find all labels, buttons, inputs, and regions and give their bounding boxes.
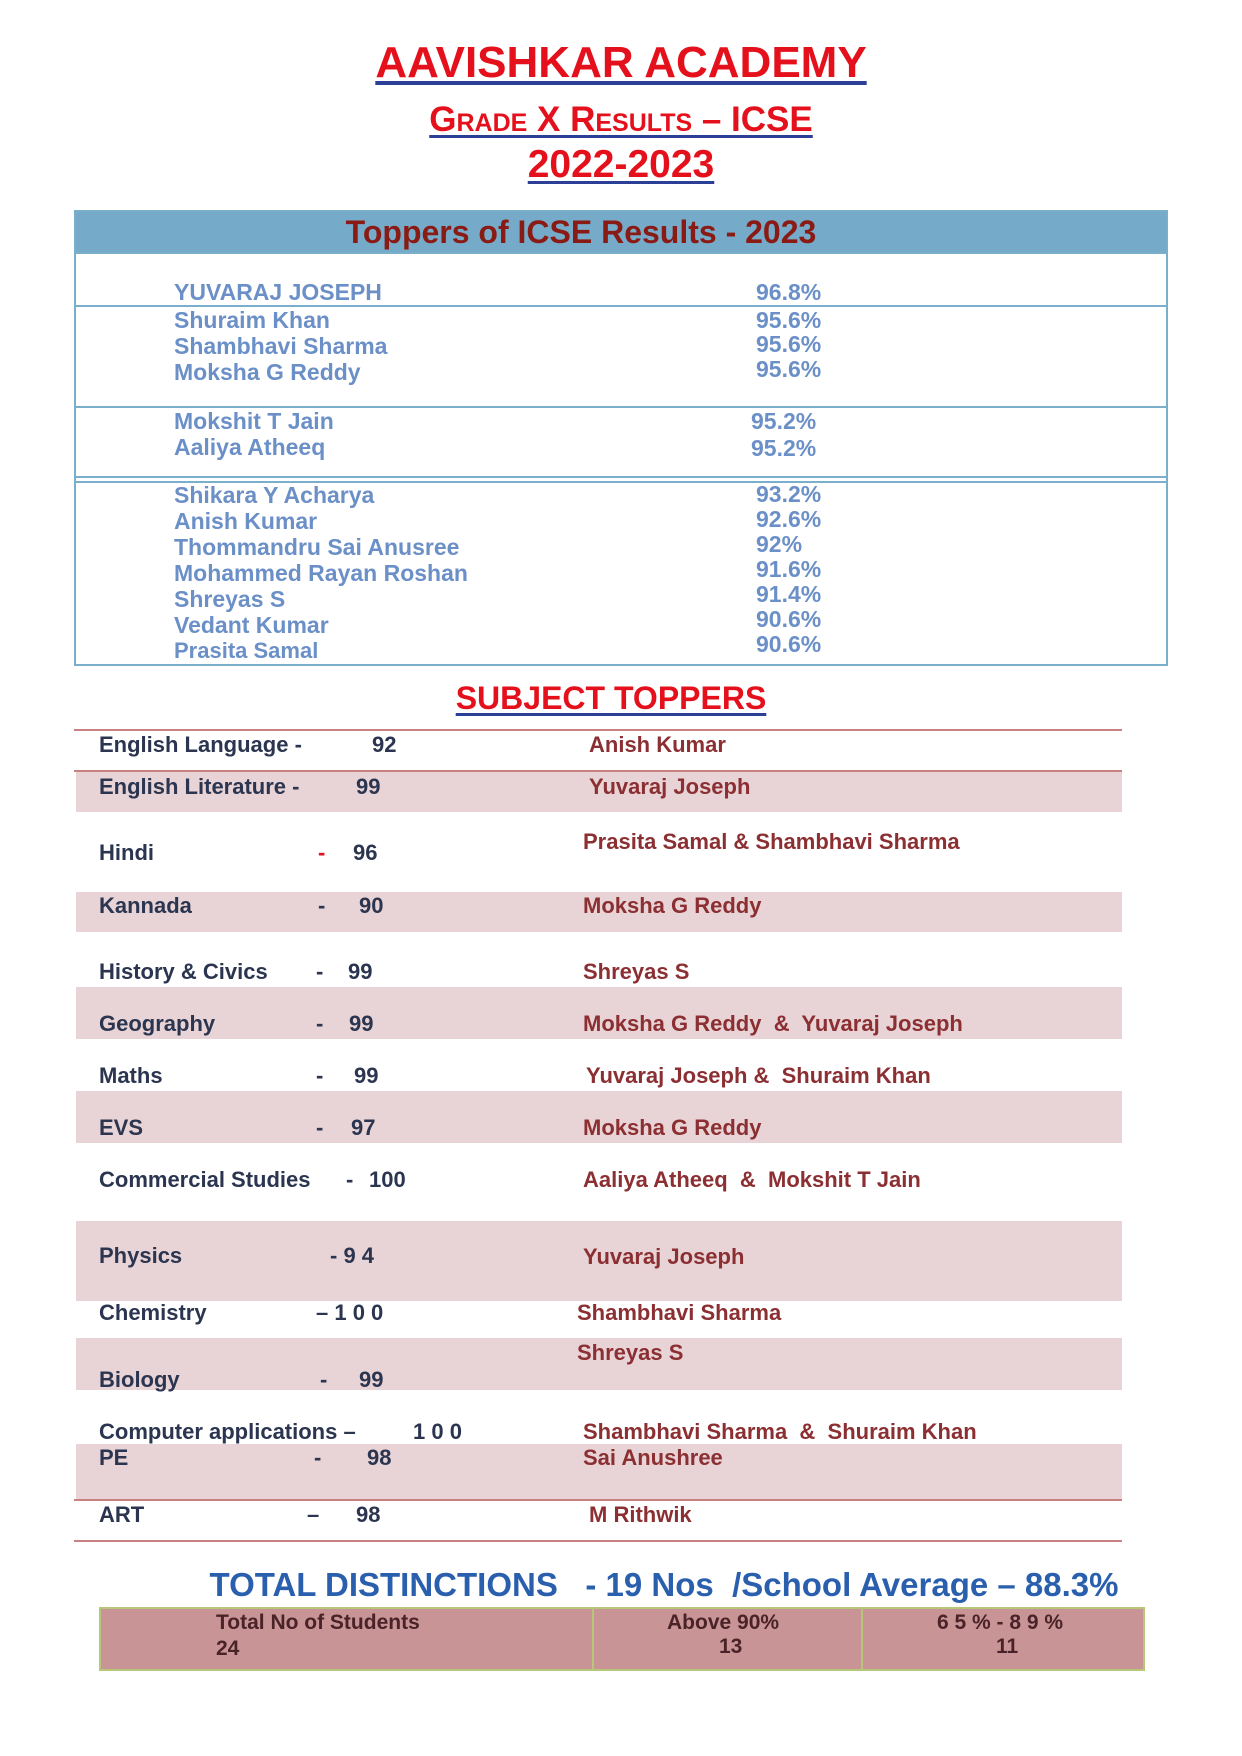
- divider: [76, 252, 1166, 254]
- subject-topper-names: Prasita Samal & Shambhavi Sharma: [583, 829, 960, 854]
- topper-percentage: 95.6%: [756, 356, 822, 382]
- subject-score: 1 0 0: [413, 1419, 462, 1444]
- topper-percentage: 90.6%: [756, 631, 822, 657]
- subject-dash: -: [314, 1445, 322, 1470]
- total-students-label: Total No of Students: [216, 1611, 420, 1634]
- academic-year: 2022-2023: [527, 143, 715, 186]
- divider: [74, 1499, 1122, 1501]
- distinctions-summary: TOTAL DISTINCTIONS - 19 Nos /School Average – 88.3%: [209, 1566, 1119, 1603]
- subject-score: 99: [348, 959, 373, 984]
- subject-label: Hindi: [99, 840, 154, 865]
- subject-score: 99: [356, 774, 381, 799]
- topper-percentage: 91.4%: [756, 581, 822, 607]
- subject-dash: -: [320, 1367, 328, 1392]
- subject-score: – 1 0 0: [316, 1300, 384, 1325]
- divider: [74, 1540, 1122, 1542]
- subject-score: 90: [359, 893, 384, 918]
- subject-label: ART: [99, 1502, 145, 1527]
- topper-percentage: 92%: [756, 531, 803, 557]
- school-title: AAVISHKAR ACADEMY: [375, 38, 867, 87]
- topper-name: Prasita Samal: [174, 638, 319, 663]
- subject-dash: -: [318, 840, 326, 865]
- topper-name: Mohammed Rayan Roshan: [174, 560, 468, 586]
- topper-name: Thommandru Sai Anusree: [174, 534, 460, 560]
- above90-label: Above 90%: [667, 1611, 780, 1634]
- subject-topper-names: Yuvaraj Joseph: [589, 774, 751, 799]
- topper-name: Shambhavi Sharma: [174, 333, 388, 359]
- subject-label: Maths: [99, 1063, 163, 1088]
- topper-name: YUVARAJ JOSEPH: [174, 279, 382, 305]
- total-students-value: 24: [216, 1637, 240, 1660]
- range-label: 6 5 % - 8 9 %: [937, 1611, 1064, 1634]
- subject-dash: -: [316, 1115, 324, 1140]
- topper-name: Mokshit T Jain: [174, 408, 334, 434]
- topper-percentage: 90.6%: [756, 606, 822, 632]
- subject-label: EVS: [99, 1115, 144, 1140]
- subject-score: 99: [349, 1011, 374, 1036]
- subject-topper-names: Sai Anushree: [583, 1445, 723, 1470]
- subject-topper-names: Shreyas S: [583, 959, 690, 984]
- subject-score: 97: [351, 1115, 376, 1140]
- divider: [74, 770, 1122, 772]
- above90-value: 13: [719, 1635, 743, 1658]
- subject-label: PE: [99, 1445, 129, 1470]
- topper-percentage: 95.2%: [751, 435, 817, 461]
- results-subtitle: Grade X Results – ICSE: [429, 100, 813, 139]
- topper-percentage: 95.6%: [756, 307, 822, 333]
- subject-toppers-title: SUBJECT TOPPERS: [455, 680, 767, 716]
- subject-score: - 9 4: [330, 1243, 375, 1268]
- subject-label: Kannada: [99, 893, 192, 918]
- subject-label: Chemistry: [99, 1300, 207, 1325]
- subject-label: History & Civics: [99, 959, 268, 984]
- topper-name: Shikara Y Acharya: [174, 482, 375, 508]
- subject-dash: -: [316, 1063, 324, 1088]
- subject-label: Physics: [99, 1243, 183, 1268]
- subject-topper-names: Shambhavi Sharma: [577, 1300, 782, 1325]
- topper-percentage: 92.6%: [756, 506, 822, 532]
- subject-score: 98: [367, 1445, 392, 1470]
- topper-percentage: 95.6%: [756, 331, 822, 357]
- subject-score: 92: [372, 732, 397, 757]
- subject-label: Geography: [99, 1011, 216, 1036]
- topper-percentage: 95.2%: [751, 408, 817, 434]
- topper-name: Anish Kumar: [174, 508, 318, 534]
- subject-score: 99: [354, 1063, 379, 1088]
- divider: [592, 1607, 594, 1671]
- subject-dash: –: [307, 1502, 320, 1527]
- divider: [76, 476, 1166, 478]
- subject-topper-names: Yuvaraj Joseph: [583, 1244, 745, 1269]
- subject-score: 100: [369, 1167, 406, 1192]
- subject-topper-names: Aaliya Atheeq & Mokshit T Jain: [583, 1167, 921, 1192]
- topper-name: Shuraim Khan: [174, 307, 330, 333]
- subject-label: Biology: [99, 1367, 180, 1392]
- topper-name: Vedant Kumar: [174, 612, 329, 638]
- toppers-title: Toppers of ICSE Results - 2023: [345, 214, 817, 250]
- topper-percentage: 96.8%: [756, 279, 822, 305]
- subject-topper-names: Shambhavi Sharma & Shuraim Khan: [583, 1419, 977, 1444]
- subject-topper-names: Yuvaraj Joseph & Shuraim Khan: [586, 1063, 931, 1088]
- divider: [74, 729, 1122, 731]
- topper-name: Shreyas S: [174, 586, 286, 612]
- subject-topper-names: Anish Kumar: [589, 732, 726, 757]
- topper-name: Aaliya Atheeq: [174, 434, 326, 460]
- subject-dash: -: [316, 959, 324, 984]
- divider: [861, 1607, 863, 1671]
- range-value: 11: [996, 1635, 1019, 1658]
- topper-percentage: 91.6%: [756, 556, 822, 582]
- subject-label: English Literature -: [99, 774, 300, 799]
- subject-label: Computer applications –: [99, 1419, 356, 1444]
- subject-topper-names: Shreyas S: [577, 1340, 684, 1365]
- subject-label: Commercial Studies: [99, 1167, 311, 1192]
- subject-label: English Language -: [99, 732, 302, 757]
- subject-score: 99: [359, 1367, 384, 1392]
- subject-topper-names: M Rithwik: [589, 1502, 692, 1527]
- subject-dash: -: [346, 1167, 354, 1192]
- subject-dash: -: [318, 893, 326, 918]
- subject-dash: -: [316, 1011, 324, 1036]
- subject-topper-names: Moksha G Reddy: [583, 1115, 762, 1140]
- topper-percentage: 93.2%: [756, 481, 822, 507]
- subject-topper-names: Moksha G Reddy & Yuvaraj Joseph: [583, 1011, 963, 1036]
- subject-score: 96: [353, 840, 378, 865]
- subject-score: 98: [356, 1502, 381, 1527]
- subject-topper-names: Moksha G Reddy: [583, 893, 762, 918]
- topper-name: Moksha G Reddy: [174, 359, 361, 385]
